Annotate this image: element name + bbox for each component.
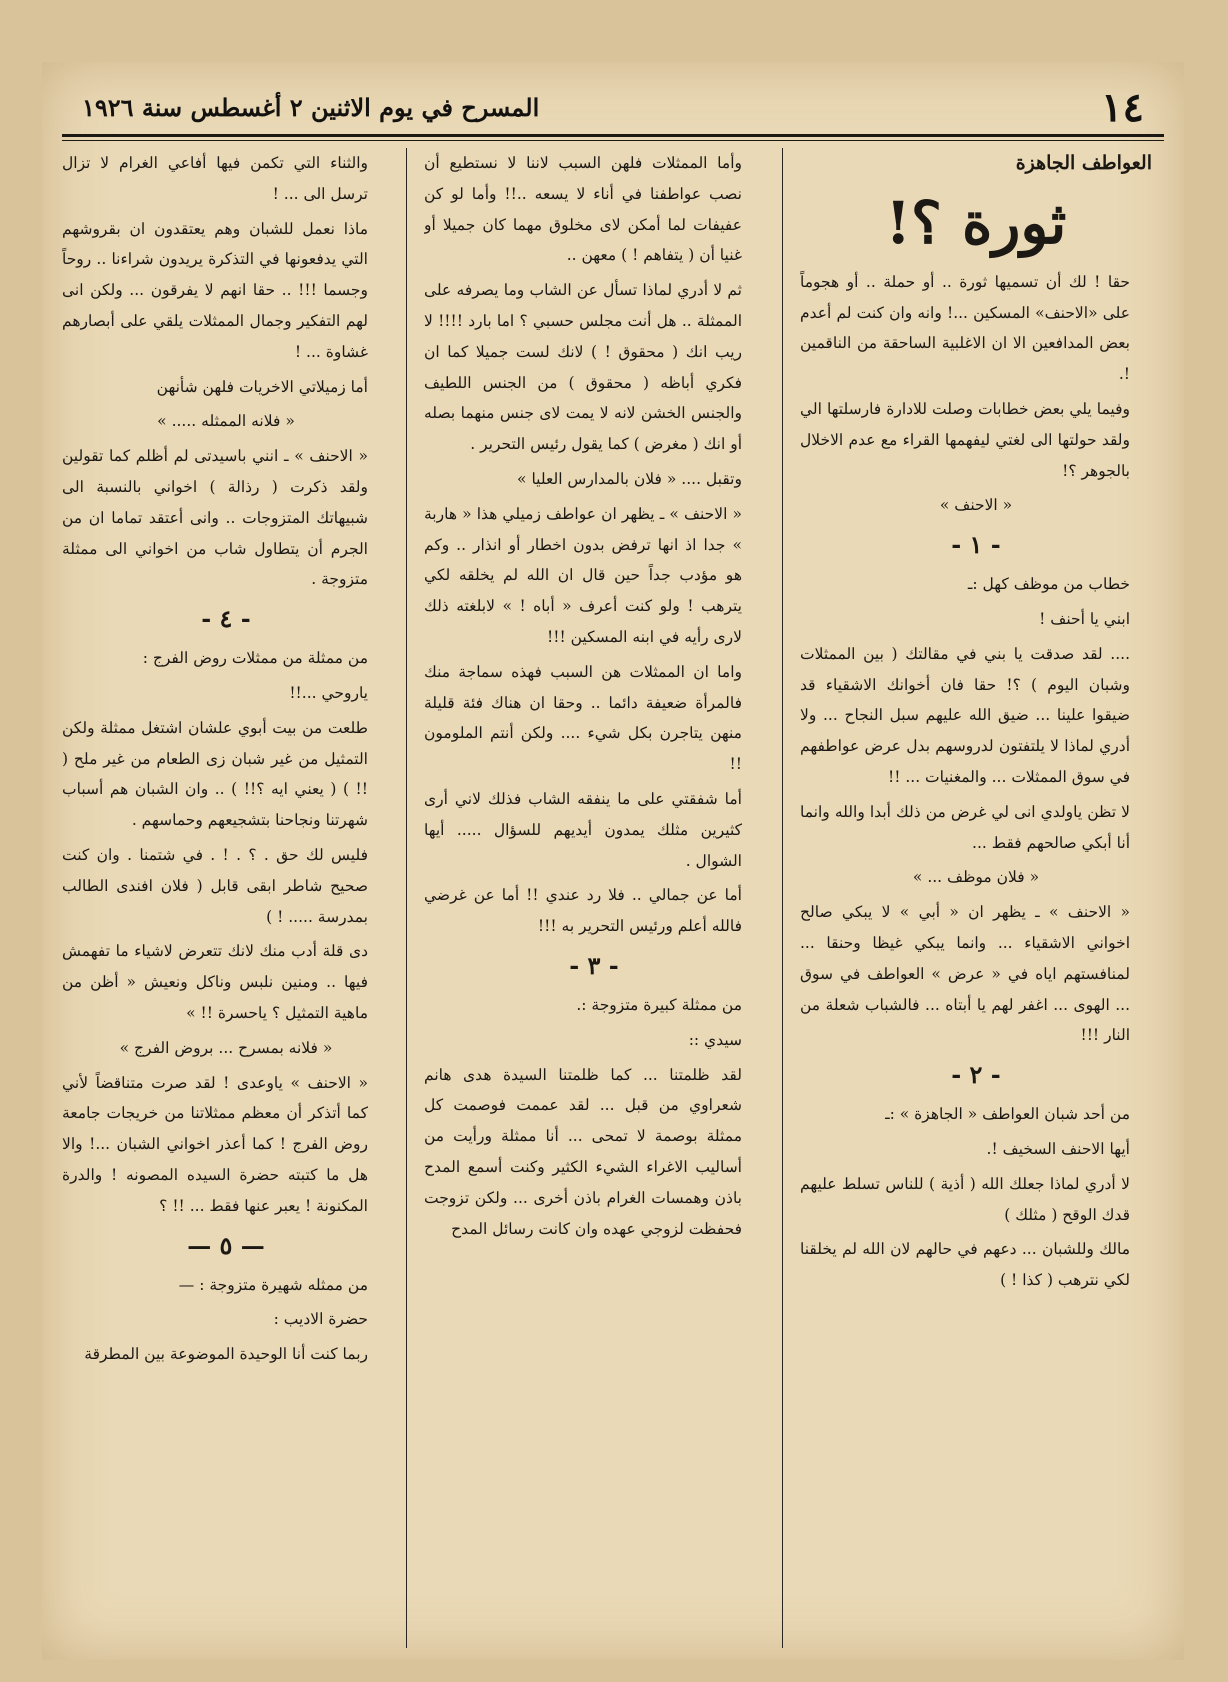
article-paragraph: سيدي :: [688, 1030, 742, 1049]
article-paragraph: ربما كنت أنا الوحيدة الموضوعة بين المطرقة [84, 1345, 368, 1364]
letter-signature: « فلانه بمسرح ... بروض الفرج » [119, 1038, 333, 1057]
article-paragraph: لا تظن ياولدي انى لي غرض من ذلك أبدا والله وانما أنا أبكي صالحهم فقط ... [800, 802, 1130, 852]
article-paragraph: أما عن جمالي .. فلا رد عندي !! أما عن غرضي فالله أعلم ورئيس التحرير به !!! [424, 886, 742, 936]
article-paragraph: أيها الاحنف السخيف !. [986, 1139, 1130, 1158]
article-paragraph: « الاحنف » ـ يظهر ان « أبي » لا يبكي صالح اخواني الاشقياء ... وانما يبكي غيظا وحنقا ... لمنافستهم اياه في « عرض » العواطف في سوق ... الهوى ... اغفر لهم يا أبتاه ... فالشباب شعلة من النار !!! [800, 903, 1130, 1045]
article-paragraph: حضرة الاديب : [273, 1310, 368, 1329]
letter-number: - ٢ - [951, 1060, 1001, 1090]
letter-signature: « الاحنف » [939, 496, 1013, 515]
letter-number: - ٣ - [569, 950, 619, 980]
article-paragraph: أما شفقتي على ما ينفقه الشاب فذلك لاني أرى كثيرين مثلك يمدون أيديهم للسؤال ..... أيها الشوال . [424, 789, 742, 870]
letter-signature: « فلان موظف ... » [912, 868, 1040, 887]
article-paragraph: ماذا نعمل للشبان وهم يعتقدون ان بقروشهم التي يدفعونها في التذكرة يريدون شراءنا .. روحاً وجسما !!! .. حقا انهم لا يفرقون ... ولكن انى لهم التفكير وجمال الممثلات يلقي على أبصارهم غشاوة ... ! [62, 219, 368, 361]
article-headline: ثورة ؟! [885, 188, 1067, 257]
letter-number: — ٥ — [187, 1230, 265, 1260]
article-paragraph: طلعت من بيت أبوي علشان اشتغل ممثلة ولكن التمثيل من غير شبان زى الطعام من غير ملح ( !! ) ( يعني ايه ؟!! ) .. وان الشبان هم أسباب شهرتنا ونجاحنا بتشجيعهم وحماسهم . [62, 718, 368, 830]
column-divider [782, 148, 783, 1648]
article-paragraph: حقا ! لك أن تسميها ثورة .. أو حملة .. أو هجوماً على «الاحنف» المسكين ...! وانه وان كنت لم أعدم بعض المدافعين الا ان الاغلبية الساحقة من الناقمين !. [800, 272, 1130, 384]
page-header [62, 82, 1164, 132]
article-paragraph: .... لقد صدقت يا بني في مقالتك ( بين الممثلات وشبان اليوم ) ؟! حقا فان أخوانك الاشقياء قد ضيقوا علينا ... ضيق الله عليهم سبل النجاح ... ولا أدري لماذا لا يلتفتون لدروسهم بدل عرض عواطفهم في سوق الممثلات ... والمغنيات ... !! [800, 644, 1130, 786]
article-paragraph: دى قلة أدب منك لانك تتعرض لاشياء ما تفهمش فيها .. ومنين نلبس وناكل ونعيش « أظن من ماهية التمثيل ؟ ياحسرة !! » [62, 942, 368, 1022]
article-paragraph: « الاحنف » ـ انني باسيدتى لم أظلم كما تقولين ولقد ذكرت ( رذالة ) اخواني بالنسبة الى شبيهاتك المتزوجات .. وانى أعتقد تماما ان من الجرم أن يتطاول شاب من اخواني الى ممثلة متزوجة . [62, 447, 368, 589]
article-paragraph: لقد ظلمتنا ... كما ظلمتنا السيدة هدى هانم شعراوي من قبل ... لقد عممت فوصمت كل ممثلة بوصمة لا تمحى ... أنا ممثلة ورأيت من أساليب الاغراء الشيء الكثير وكنت أسمع المدح باذن وهمسات الغرام باذن أخرى ... ولكن تزوجت فحفظت لزوجي عهده وان كانت رسائل المدح [424, 1065, 742, 1238]
article-paragraph: لا أدري لماذا جعلك الله ( أذية ) للناس تسلط عليهم قدك الوقح ( مثلك ) [800, 1174, 1130, 1224]
article-paragraph: فليس لك حق . ؟ . ! . في شتمنا . وان كنت صحيح شاطر ابقى قابل ( فلان افندى الطالب بمدرسة ..... ! ) [62, 845, 368, 926]
section-kicker: العواطف الجاهزة [1015, 152, 1152, 174]
article-paragraph: « الاحنف » ياوعدى ! لقد صرت متناقضاً لأني كما أتذكر أن معظم ممثلاتنا من خريجات جامعة روض الفرج ! كما أعذر اخواني الشبان ...! والا هل ما كتبته حضرة السيده المصونه ! والدرة المكنونة ! يعبر عنها فقط ... !! ؟ [62, 1073, 368, 1215]
article-paragraph: وأما الممثلات فلهن السبب لاننا لا نستطيع أن نصب عواطفنا في أناء لا يسعه ..!! وأما لو كن عفيفات لما أمكن لاى مخلوق مهما كان جميلا أو غنيا أن ( يتفاهم ! ) معهن .. [424, 154, 742, 265]
article-paragraph: من ممثلة كبيرة متزوجة :. [576, 995, 742, 1014]
letter-signature: « فلانه الممثله ..... » [157, 412, 295, 431]
page-number: ١٤ [1101, 83, 1144, 131]
header-rule-bottom [62, 140, 1164, 141]
article-paragraph: ابني يا أحنف ! [1039, 609, 1130, 628]
header-rule-top [62, 134, 1164, 137]
column-divider [406, 148, 407, 1648]
article-paragraph: والثناء التي تكمن فيها أفاعي الغرام لا تزال ترسل الى ... ! [62, 154, 368, 203]
article-paragraph: ياروحي ...!! [289, 683, 368, 702]
article-paragraph: من أحد شبان العواطف « الجاهزة » :ـ [885, 1105, 1130, 1124]
letter-number: - ١ - [951, 530, 1001, 560]
masthead-title: المسرح في يوم الاثنين ٢ أغسطس سنة ١٩٢٦ [82, 92, 540, 122]
column-right [800, 148, 1152, 1648]
column-middle [424, 148, 764, 1648]
article-paragraph: من ممثله شهيرة متزوجة : — [178, 1275, 368, 1294]
article-paragraph: ثم لا أدري لماذا تسأل عن الشاب وما يصرفه على الممثلة .. هل أنت مجلس حسبي ؟ اما بارد !!!! لا ريب انك ( محقوق ! ) لانك لست جميلا كما ان فكري أباظه ( محقوق ) من الجنس اللطيف والجنس الخشن لانه لا يمت لاى جنس منهما بصله أو انك ( مغرض ) كما يقول رئيس التحرير . [424, 281, 742, 454]
article-paragraph: مالك وللشبان ... دعهم في حالهم لان الله لم يخلقنا لكي نترهب ( كذا ! ) [800, 1240, 1130, 1290]
newspaper-page [42, 62, 1184, 1660]
article-paragraph: من ممثلة من ممثلات روض الفرج : [142, 649, 368, 668]
letter-number: - ٤ - [201, 604, 251, 634]
article-paragraph: وتقبل .... « فلان بالمدارس العليا » [517, 469, 742, 488]
article-paragraph: أما زميلاتي الاخريات فلهن شأنهن [156, 377, 368, 396]
column-left [62, 148, 390, 1648]
article-paragraph: وفيما يلي بعض خطابات وصلت للادارة فارسلتها الي ولقد حولتها الى لغتي ليفهمها القراء مع عدم الاخلال بالجوهر ؟! [800, 399, 1130, 480]
article-paragraph: واما ان الممثلات هن السبب فهذه سماجة منك فالمرأة ضعيفة دائما .. وحقا ان هناك فئة قليلة منهن يتاجرن بكل شيء .... ولكن أنتم الملومون !! [424, 662, 742, 774]
article-paragraph: خطاب من موظف كهل :ـ [967, 575, 1130, 594]
article-paragraph: « الاحنف » ـ يظهر ان عواطف زميلي هذا « هاربة » جدا اذ انها ترفض بدون اخطار أو انذار .. وكم هو مؤدب جداً حين قال ان الله لم يخلقه لكي يترهب ! ولو كنت أعرف « أباه ! » لابلغته ذلك لارى رأيه في ابنه المسكين !!! [424, 504, 742, 646]
